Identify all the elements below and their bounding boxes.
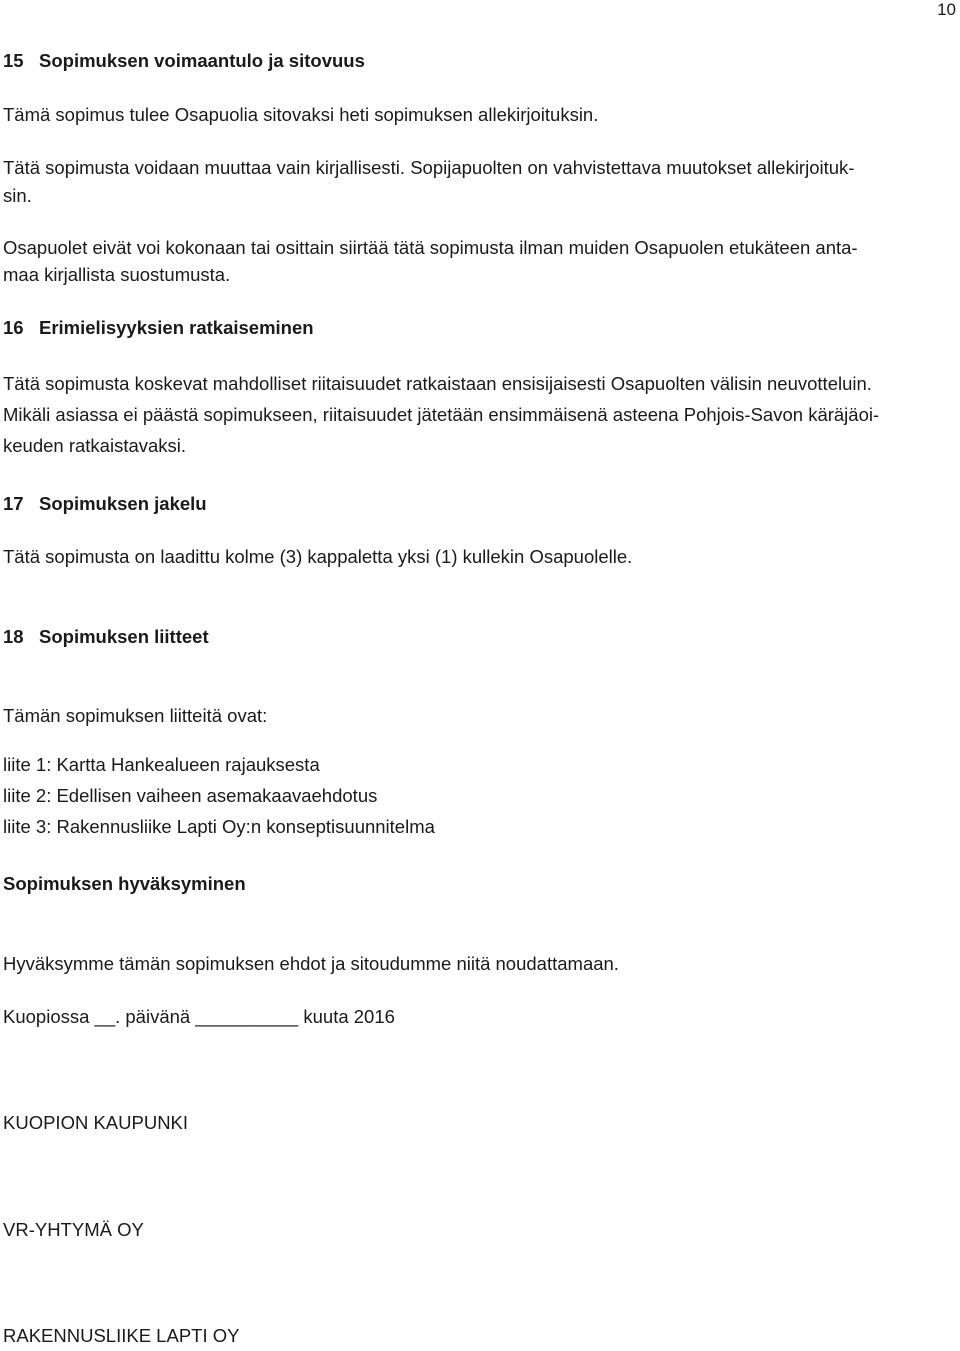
section-16-line-2: Mikäli asiassa ei päästä sopimukseen, riitaisuudet jätetään ensimmäisenä asteena Pohjois-Savon käräjäoi- — [3, 404, 880, 425]
section-15-number: 15 — [3, 50, 24, 71]
attachment-item-1: liite 1: Kartta Hankealueen rajauksesta — [3, 754, 320, 775]
approval-heading: Sopimuksen hyväksyminen — [3, 873, 246, 894]
section-17-title: Sopimuksen jakelu — [39, 493, 207, 514]
section-15-paragraph-3-line-1: Osapuolet eivät voi kokonaan tai osittain siirtää tätä sopimusta ilman muiden Osapuolen etukäteen anta- — [3, 237, 858, 258]
section-15-paragraph-3-line-2: maa kirjallista suostumusta. — [3, 264, 231, 285]
section-18-number: 18 — [3, 626, 24, 647]
section-16-title: Erimielisyyksien ratkaiseminen — [39, 317, 314, 338]
section-16-line-1: Tätä sopimusta koskevat mahdolliset riitaisuudet ratkaistaan ensisijaisesti Osapuolten välisin neuvotteluin. — [3, 373, 872, 394]
section-15-paragraph-2-line-1: Tätä sopimusta voidaan muuttaa vain kirjallisesti. Sopijapuolten on vahvistettava muutokset allekirjoituk- — [3, 157, 855, 178]
section-18-title: Sopimuksen liitteet — [39, 626, 209, 647]
section-16-number: 16 — [3, 317, 24, 338]
signatory-vr-yhtyma: VR-YHTYMÄ OY — [3, 1219, 144, 1240]
section-17-heading — [3, 488, 940, 519]
section-15-paragraph-2-line-2: sin. — [3, 185, 32, 206]
attachment-item-2: liite 2: Edellisen vaiheen asemakaavaehdotus — [3, 785, 378, 806]
page-number: 10 — [937, 0, 956, 19]
place-date-line: Kuopiossa __. päivänä __________ kuuta 2016 — [3, 1006, 395, 1027]
section-17-paragraph: Tätä sopimusta on laadittu kolme (3) kappaletta yksi (1) kullekin Osapuolelle. — [3, 546, 633, 567]
attachment-item-3: liite 3: Rakennusliike Lapti Oy:n konseptisuunnitelma — [3, 816, 435, 837]
section-17-number: 17 — [3, 493, 24, 514]
section-15-title: Sopimuksen voimaantulo ja sitovuus — [39, 50, 365, 71]
section-15-heading — [3, 45, 940, 76]
section-18-intro: Tämän sopimuksen liitteitä ovat: — [3, 705, 268, 726]
section-15-paragraph-1: Tämä sopimus tulee Osapuolia sitovaksi heti sopimuksen allekirjoituksin. — [3, 104, 599, 125]
section-18-heading — [3, 621, 940, 652]
signatory-rakennusliike-lapti: RAKENNUSLIIKE LAPTI OY — [3, 1325, 240, 1346]
section-16-heading — [3, 312, 940, 343]
section-16-line-3: keuden ratkaistavaksi. — [3, 435, 187, 456]
signatory-kuopion-kaupunki: KUOPION KAUPUNKI — [3, 1112, 189, 1133]
approval-statement: Hyväksymme tämän sopimuksen ehdot ja sitoudumme niitä noudattamaan. — [3, 953, 619, 974]
